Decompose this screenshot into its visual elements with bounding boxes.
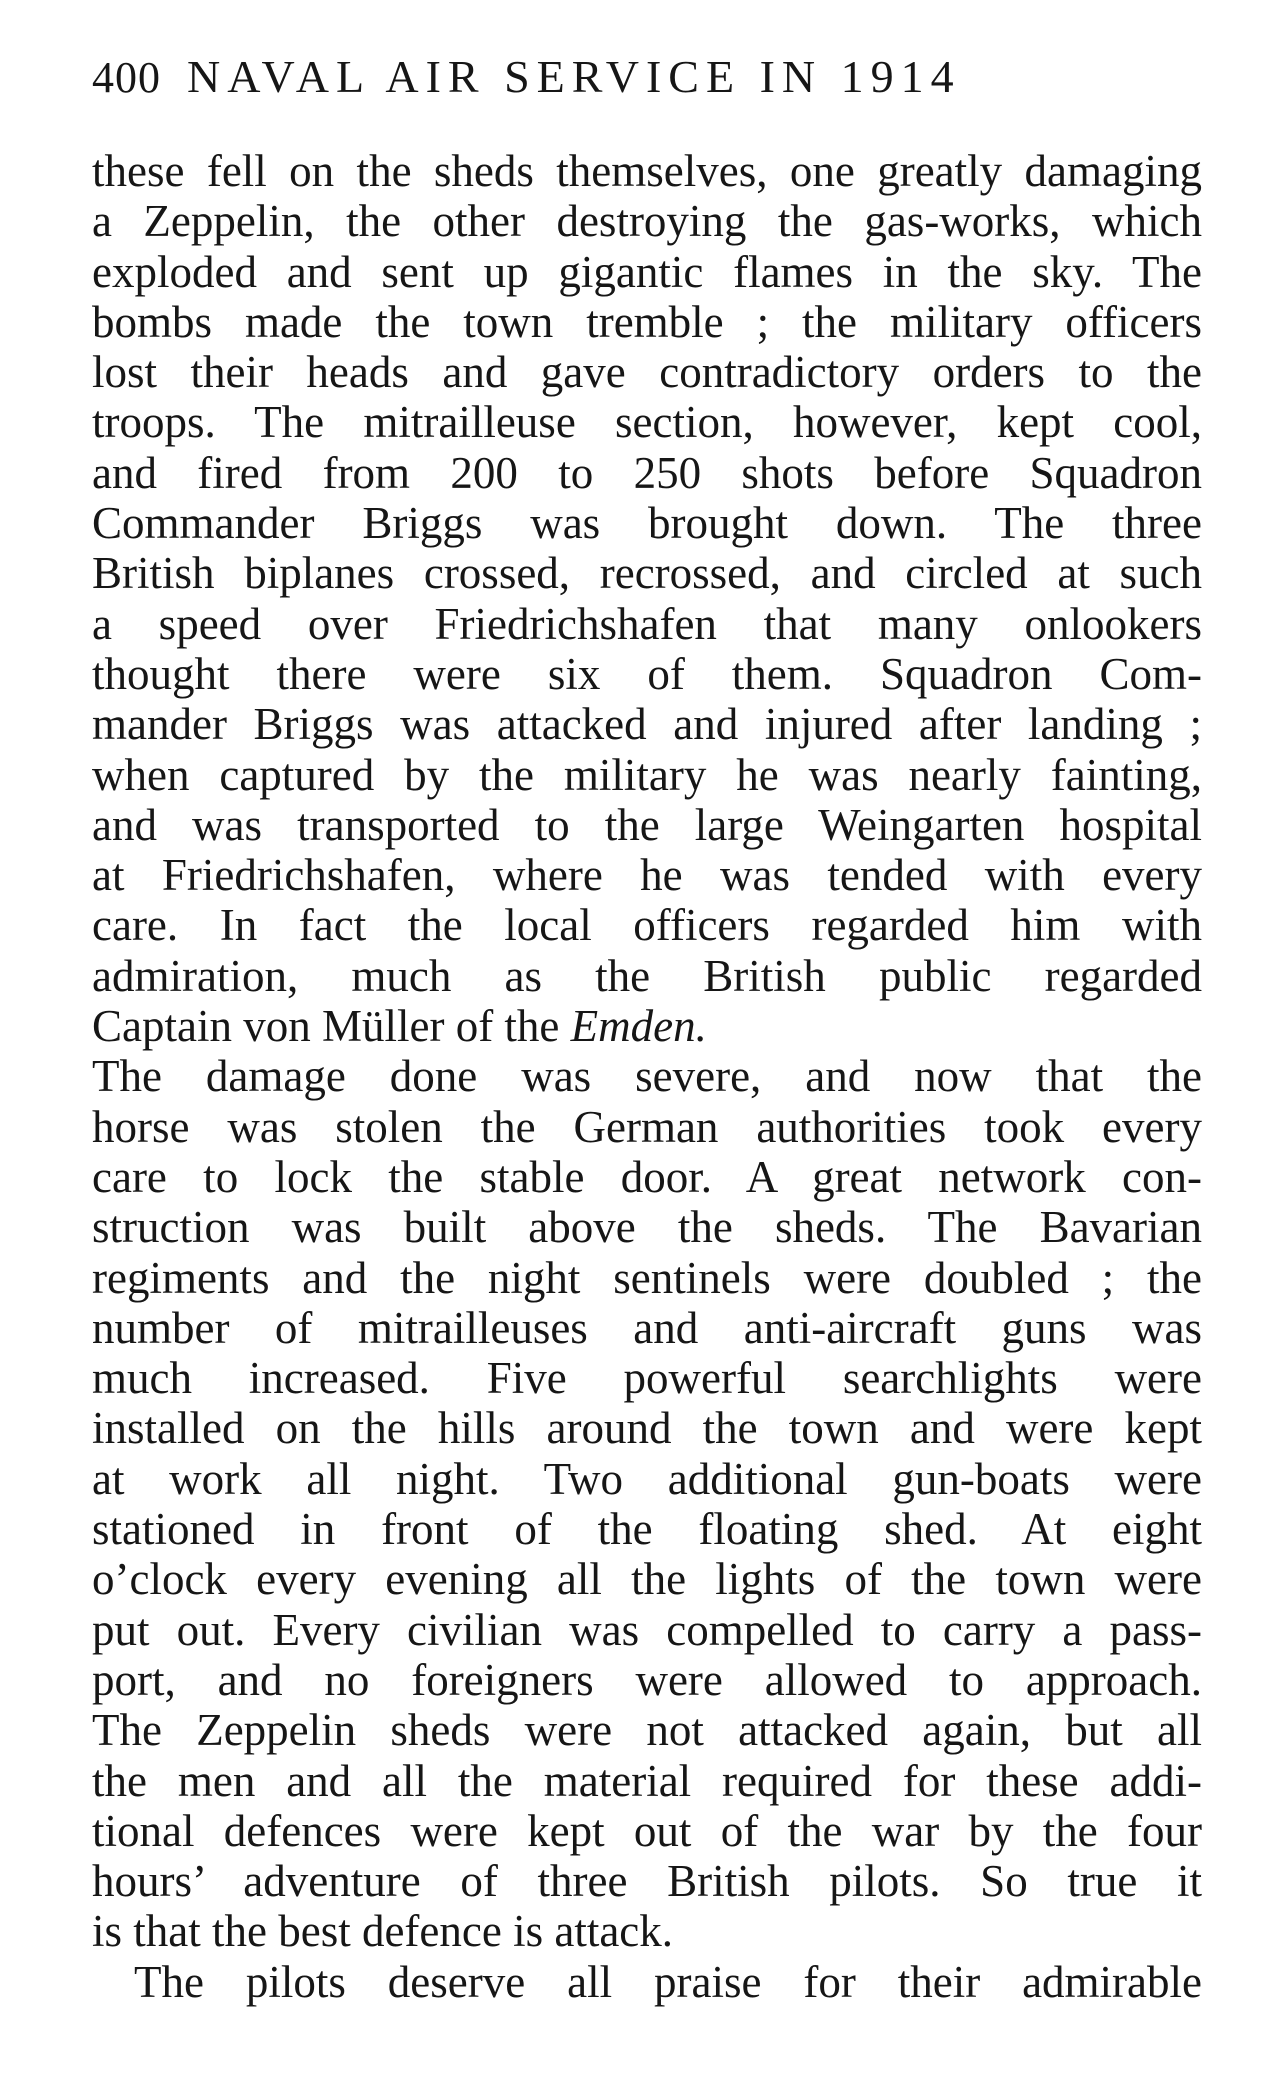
text-line: when captured by the military he was nearly fainting, (92, 749, 1202, 800)
paragraph-3 (92, 1957, 1202, 2007)
text-line: put out. Every civilian was compelled to carry a pass- (92, 1604, 1202, 1655)
text-line: number of mitrailleuses and anti-aircraft guns was (92, 1302, 1202, 1353)
text-line: admiration, much as the British public regarded (92, 950, 1202, 1001)
running-title: NAVAL AIR SERVICE IN 1914 (187, 51, 961, 102)
text-line: British biplanes crossed, recrossed, and circled at such (92, 548, 1202, 599)
book-page (92, 50, 1202, 2007)
text-line: thought there were six of them. Squadron Com- (92, 648, 1202, 699)
text-line: a Zeppelin, the other destroying the gas-works, which (92, 196, 1202, 247)
text-line: troops. The mitrailleuse section, however, kept cool, (92, 397, 1202, 448)
text-line: tional defences were kept out of the war by the four (92, 1805, 1202, 1856)
text-line: a speed over Friedrichshafen that many onlookers (92, 598, 1202, 649)
text-line: struction was built above the sheds. The Bavarian (92, 1202, 1202, 1253)
text-line: these fell on the sheds themselves, one greatly damaging (92, 146, 1202, 196)
text-line: Commander Briggs was brought down. The three (92, 498, 1202, 549)
paragraph-2 (92, 1051, 1202, 1956)
text-line: The pilots deserve all praise for their admirable (134, 1956, 1202, 2007)
text-line: mander Briggs was attacked and injured after landing ; (92, 699, 1202, 750)
body-text (92, 146, 1202, 2007)
text-line: the men and all the material required for these addi- (92, 1755, 1202, 1806)
ship-name-italic: Emden. (570, 1001, 707, 1052)
text-line: stationed in front of the floating shed. At eight (92, 1504, 1202, 1555)
text-line: much increased. Five powerful searchlights were (92, 1353, 1202, 1404)
text-line: care. In fact the local officers regarded him with (92, 900, 1202, 951)
text-line: exploded and sent up gigantic flames in the sky. The (92, 246, 1202, 297)
text-line: and was transported to the large Weingarten hospital (92, 799, 1202, 850)
text-line: and fired from 200 to 250 shots before Squadron (92, 447, 1202, 498)
page-number: 400 (92, 53, 161, 102)
text-line (92, 1001, 1202, 1051)
text-line: at Friedrichshafen, where he was tended with every (92, 850, 1202, 901)
text-line: installed on the hills around the town and were kept (92, 1403, 1202, 1454)
text-run: Captain von Müller of the (92, 1001, 571, 1052)
text-line: at work all night. Two additional gun-boats were (92, 1453, 1202, 1504)
text-line: care to lock the stable door. A great network con- (92, 1151, 1202, 1202)
text-line: bombs made the town tremble ; the military officers (92, 296, 1202, 347)
running-head (92, 50, 1202, 140)
paragraph-1 (92, 146, 1202, 1051)
text-line: horse was stolen the German authorities took every (92, 1101, 1202, 1152)
text-line: o’clock every evening all the lights of the town were (92, 1554, 1202, 1605)
text-line: port, and no foreigners were allowed to approach. (92, 1654, 1202, 1705)
text-line: The Zeppelin sheds were not attacked again, but all (92, 1705, 1202, 1756)
text-line: regiments and the night sentinels were doubled ; the (92, 1252, 1202, 1303)
text-line: lost their heads and gave contradictory orders to the (92, 347, 1202, 398)
text-line: is that the best defence is attack. (92, 1906, 674, 1957)
text-line: The damage done was severe, and now that the (92, 1051, 1202, 1102)
text-line: hours’ adventure of three British pilots. So true it (92, 1856, 1202, 1907)
